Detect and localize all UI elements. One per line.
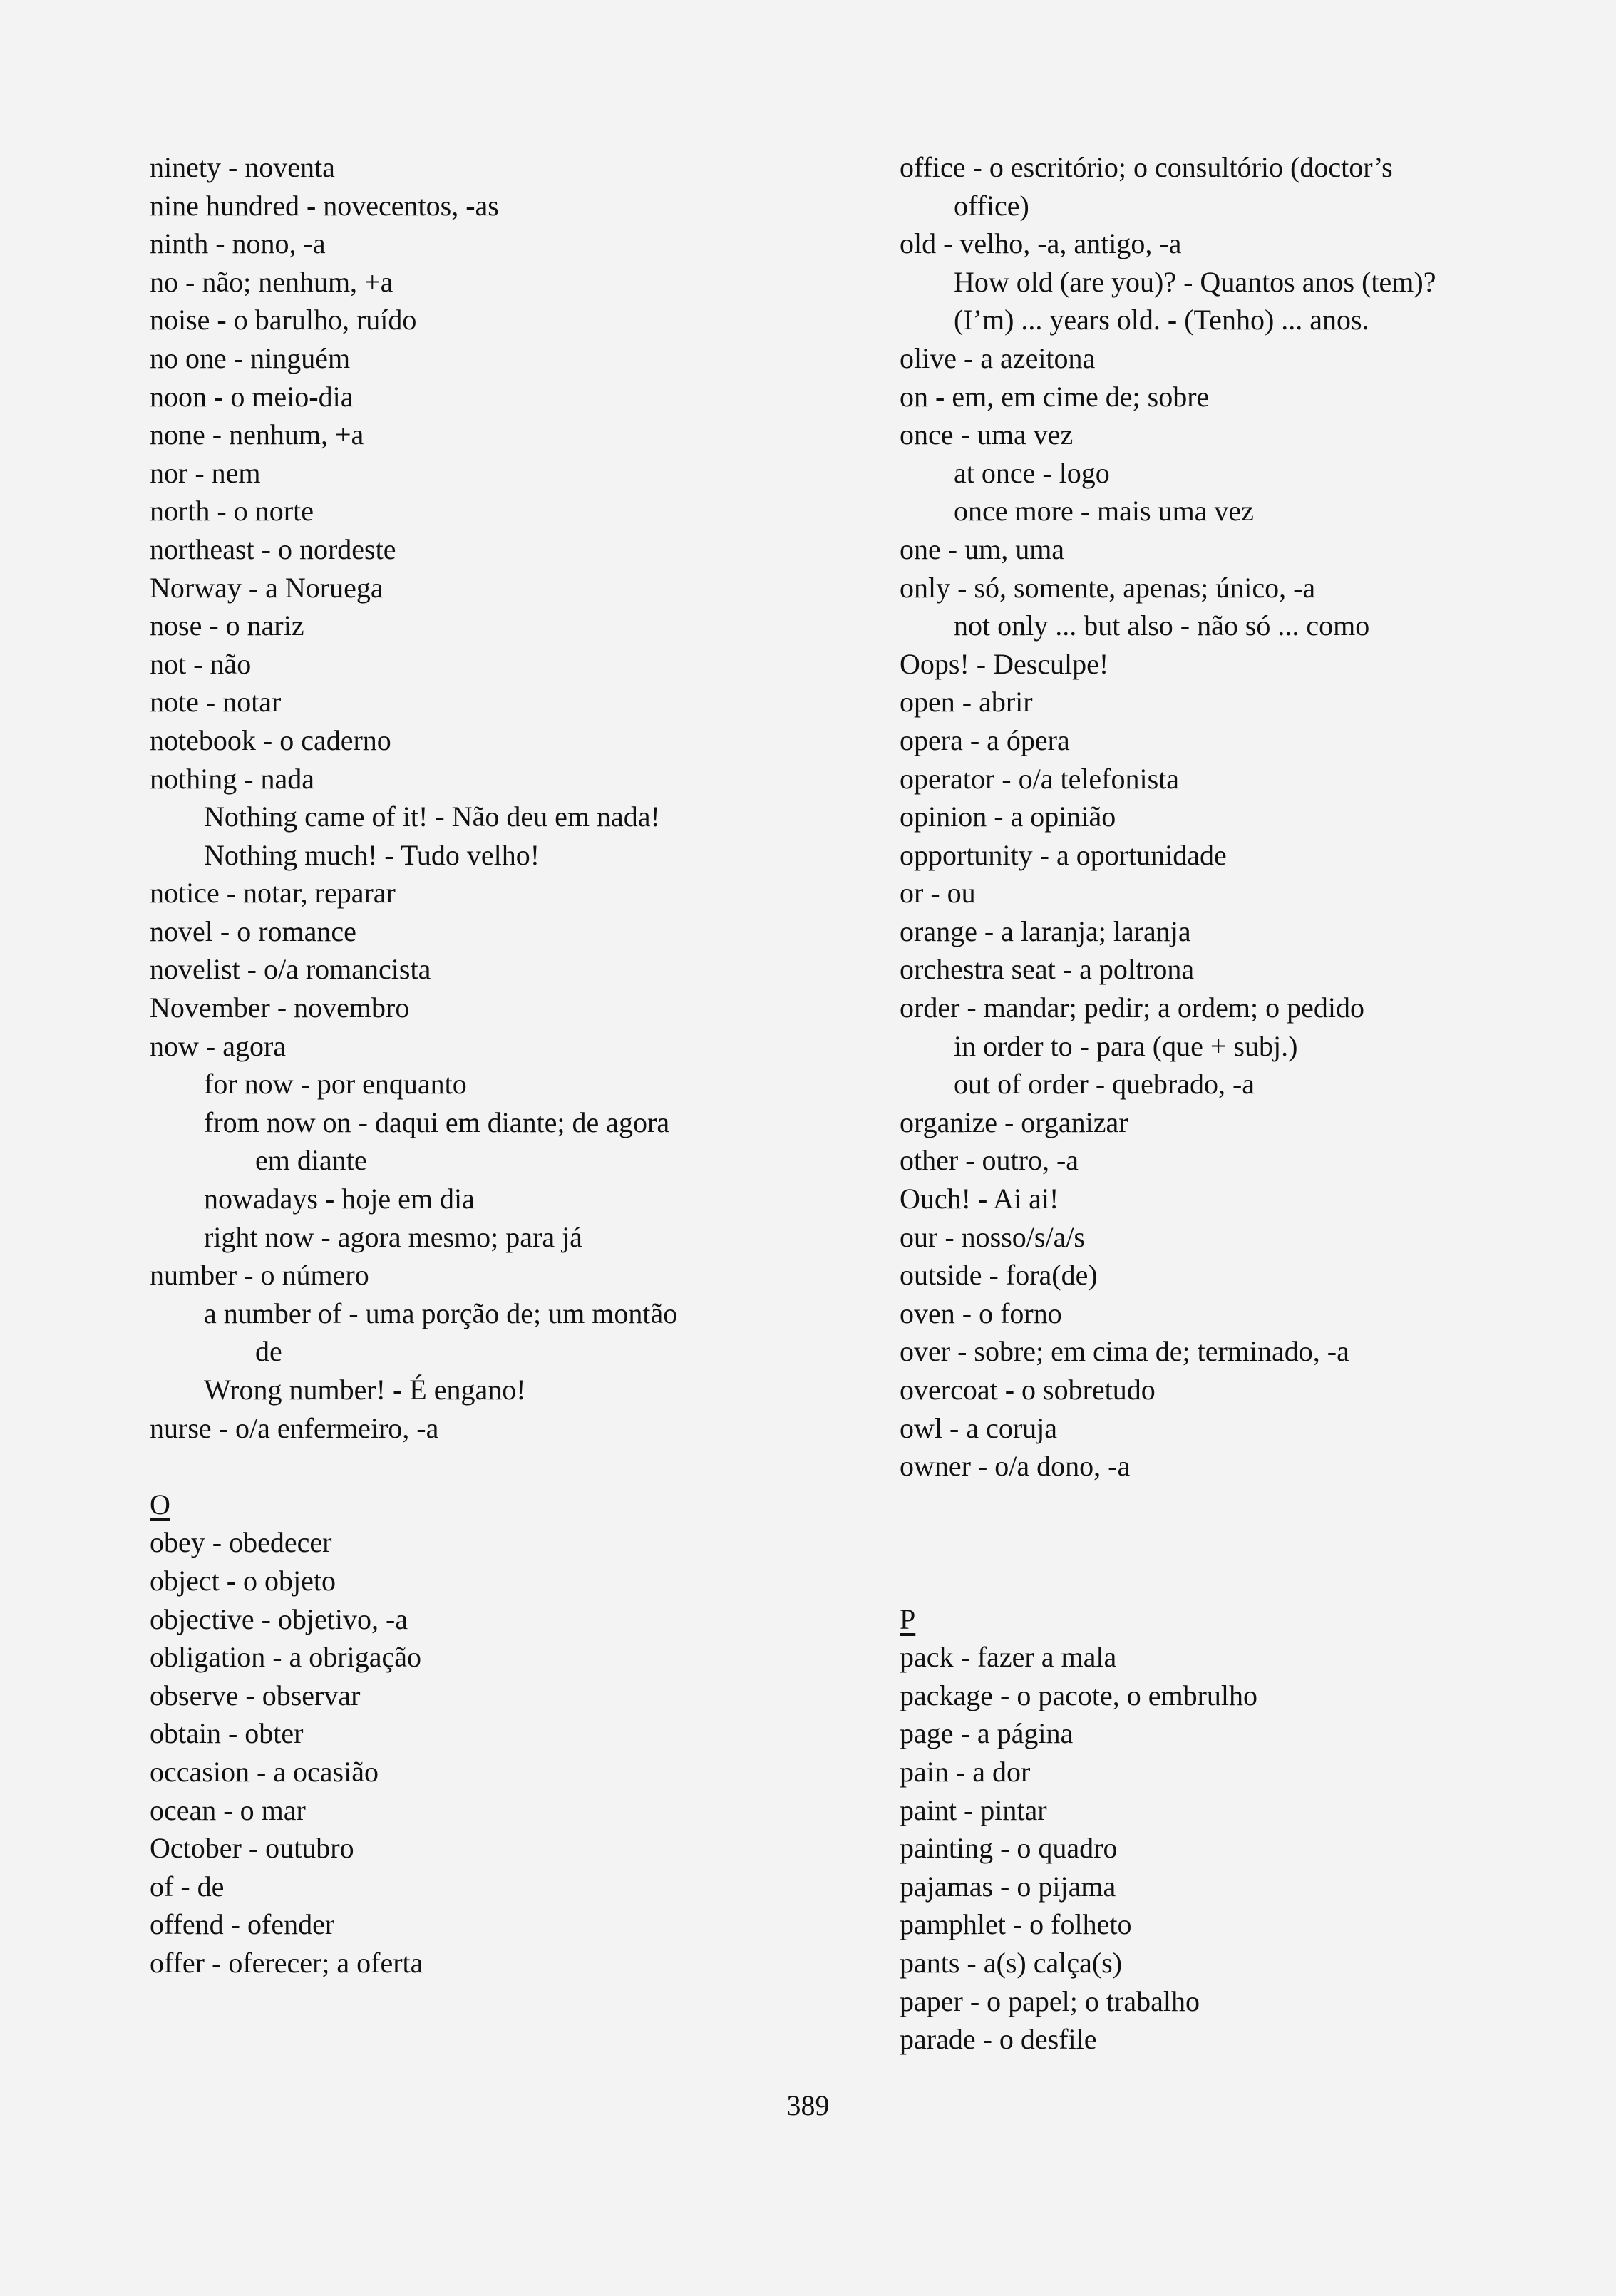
dictionary-entry: orange - a laranja; laranja — [900, 915, 1191, 947]
dictionary-entry: overcoat - o sobretudo — [900, 1374, 1156, 1406]
dictionary-entry: object - o objeto — [150, 1564, 336, 1597]
dictionary-entry: nose - o nariz — [150, 609, 304, 642]
dictionary-entry: on - em, em cime de; sobre — [900, 380, 1210, 413]
dictionary-entry: offer - oferecer; a oferta — [150, 1946, 423, 1979]
dictionary-entry: one - um, uma — [900, 532, 1065, 565]
dictionary-entry: nurse - o/a enfermeiro, -a — [150, 1411, 439, 1444]
dictionary-entry: pack - fazer a mala — [900, 1641, 1117, 1674]
example-phrase: once more - mais uma vez — [954, 495, 1254, 527]
example-phrase: de — [255, 1335, 282, 1368]
example-phrase: em diante — [255, 1144, 367, 1177]
dictionary-entry: noon - o meio-dia — [150, 380, 354, 413]
dictionary-entry: number - o número — [150, 1259, 369, 1292]
example-phrase: right now - agora mesmo; para já — [204, 1220, 582, 1253]
dictionary-entry: no - não; nenhum, +a — [150, 265, 393, 298]
example-phrase: from now on - daqui em diante; de agora — [204, 1106, 670, 1138]
dictionary-entry: opportunity - a oportunidade — [900, 838, 1227, 871]
example-phrase: out of order - quebrado, -a — [954, 1068, 1255, 1101]
dictionary-entry: October - outubro — [150, 1832, 354, 1865]
left-column — [150, 148, 863, 1982]
dictionary-entry: operator - o/a telefonista — [900, 762, 1180, 795]
dictionary-entry: notebook - o caderno — [150, 724, 391, 756]
dictionary-entry: outside - fora(de) — [900, 1259, 1098, 1292]
blank-line — [900, 1562, 1584, 1600]
dictionary-entry: northeast - o nordeste — [150, 532, 396, 565]
blank-line — [150, 1447, 863, 1486]
dictionary-entry: parade - o desfile — [900, 2023, 1097, 2056]
example-phrase: not only ... but also - não só ... como — [954, 609, 1370, 642]
example-phrase: at once - logo — [954, 456, 1110, 489]
example-phrase: in order to - para (que + subj.) — [954, 1029, 1298, 1062]
example-phrase: (I’m) ... years old. - (Tenho) ... anos. — [954, 304, 1369, 336]
dictionary-entry: obligation - a obrigação — [150, 1641, 421, 1674]
dictionary-entry: now - agora — [150, 1029, 287, 1062]
dictionary-entry: organize - organizar — [900, 1106, 1128, 1138]
dictionary-entry: nor - nem — [150, 456, 261, 489]
dictionary-entry: occasion - a ocasião — [150, 1755, 379, 1788]
dictionary-entry: paint - pintar — [900, 1793, 1047, 1826]
dictionary-entry: other - outro, -a — [900, 1144, 1079, 1177]
dictionary-entry: no one - ninguém — [150, 341, 351, 374]
dictionary-entry: nothing - nada — [150, 762, 315, 795]
dictionary-entry: once - uma vez — [900, 418, 1074, 451]
dictionary-entry: Oops! - Desculpe! — [900, 647, 1109, 680]
dictionary-entry: or - ou — [900, 877, 976, 910]
example-phrase: office) — [954, 189, 1029, 222]
dictionary-entry: oven - o forno — [900, 1297, 1062, 1329]
dictionary-entry: not - não — [150, 647, 252, 680]
dictionary-entry: Ouch! - Ai ai! — [900, 1183, 1059, 1215]
dictionary-entry: over - sobre; em cima de; terminado, -a — [900, 1335, 1349, 1368]
dictionary-entry: pants - a(s) calça(s) — [900, 1946, 1123, 1979]
dictionary-entry: north - o norte — [150, 495, 314, 527]
example-phrase: nowadays - hoje em dia — [204, 1183, 475, 1215]
example-phrase: a number of - uma porção de; um montão — [204, 1297, 678, 1329]
dictionary-entry: Norway - a Noruega — [150, 571, 384, 604]
blank-line — [900, 1523, 1584, 1562]
dictionary-entry: owner - o/a dono, -a — [900, 1450, 1131, 1483]
dictionary-entry: olive - a azeitona — [900, 341, 1096, 374]
dictionary-entry: old - velho, -a, antigo, -a — [900, 227, 1182, 260]
dictionary-entry: observe - observar — [150, 1679, 361, 1711]
dictionary-entry: none - nenhum, +a — [150, 418, 364, 451]
dictionary-entry: ninety - noventa — [150, 151, 335, 183]
dictionary-entry: paper - o papel; o trabalho — [900, 1984, 1200, 2017]
section-letter-heading: O — [150, 1488, 170, 1520]
dictionary-entry: noise - o barulho, ruído — [150, 304, 417, 336]
dictionary-entry: notice - notar, reparar — [150, 877, 396, 910]
dictionary-entry: objective - objetivo, -a — [150, 1602, 408, 1635]
dictionary-entry: package - o pacote, o embrulho — [900, 1679, 1258, 1711]
dictionary-entry: page - a página — [900, 1717, 1074, 1750]
dictionary-entry: only - só, somente, apenas; único, -a — [900, 571, 1316, 604]
dictionary-entry: of - de — [150, 1870, 225, 1903]
example-phrase: for now - por enquanto — [204, 1068, 467, 1101]
example-phrase: Nothing came of it! - Não deu em nada! — [204, 800, 660, 833]
dictionary-entry: painting - o quadro — [900, 1832, 1118, 1865]
dictionary-entry: offend - ofender — [150, 1908, 335, 1941]
dictionary-entry: orchestra seat - a poltrona — [900, 953, 1195, 986]
dictionary-entry: opera - a ópera — [900, 724, 1070, 756]
section-letter-heading: P — [900, 1602, 916, 1635]
dictionary-entry: novel - o romance — [150, 915, 356, 947]
dictionary-entry: November - novembro — [150, 992, 410, 1024]
example-phrase: Nothing much! - Tudo velho! — [204, 838, 540, 871]
example-phrase: Wrong number! - É engano! — [204, 1374, 526, 1406]
dictionary-entry: ninth - nono, -a — [150, 227, 326, 260]
dictionary-entry: opinion - a opinião — [900, 800, 1116, 833]
dictionary-entry: nine hundred - novecentos, -as — [150, 189, 499, 222]
dictionary-entry: owl - a coruja — [900, 1411, 1058, 1444]
example-phrase: How old (are you)? - Quantos anos (tem)? — [954, 265, 1436, 298]
right-column — [900, 148, 1584, 2059]
page-number: 389 — [786, 2089, 830, 2121]
dictionary-entry: office - o escritório; o consultório (doctor’s — [900, 151, 1393, 183]
blank-line — [900, 1486, 1584, 1524]
dictionary-entry: open - abrir — [900, 686, 1033, 719]
dictionary-entry: note - notar — [150, 686, 282, 719]
dictionary-entry: order - mandar; pedir; a ordem; o pedido — [900, 992, 1364, 1024]
dictionary-entry: obtain - obter — [150, 1717, 304, 1750]
dictionary-entry: ocean - o mar — [150, 1793, 306, 1826]
dictionary-entry: pain - a dor — [900, 1755, 1031, 1788]
dictionary-entry: our - nosso/s/a/s — [900, 1220, 1085, 1253]
dictionary-entry: pajamas - o pijama — [900, 1870, 1116, 1903]
dictionary-entry: obey - obedecer — [150, 1526, 332, 1559]
dictionary-entry: novelist - o/a romancista — [150, 953, 431, 986]
dictionary-entry: pamphlet - o folheto — [900, 1908, 1132, 1941]
